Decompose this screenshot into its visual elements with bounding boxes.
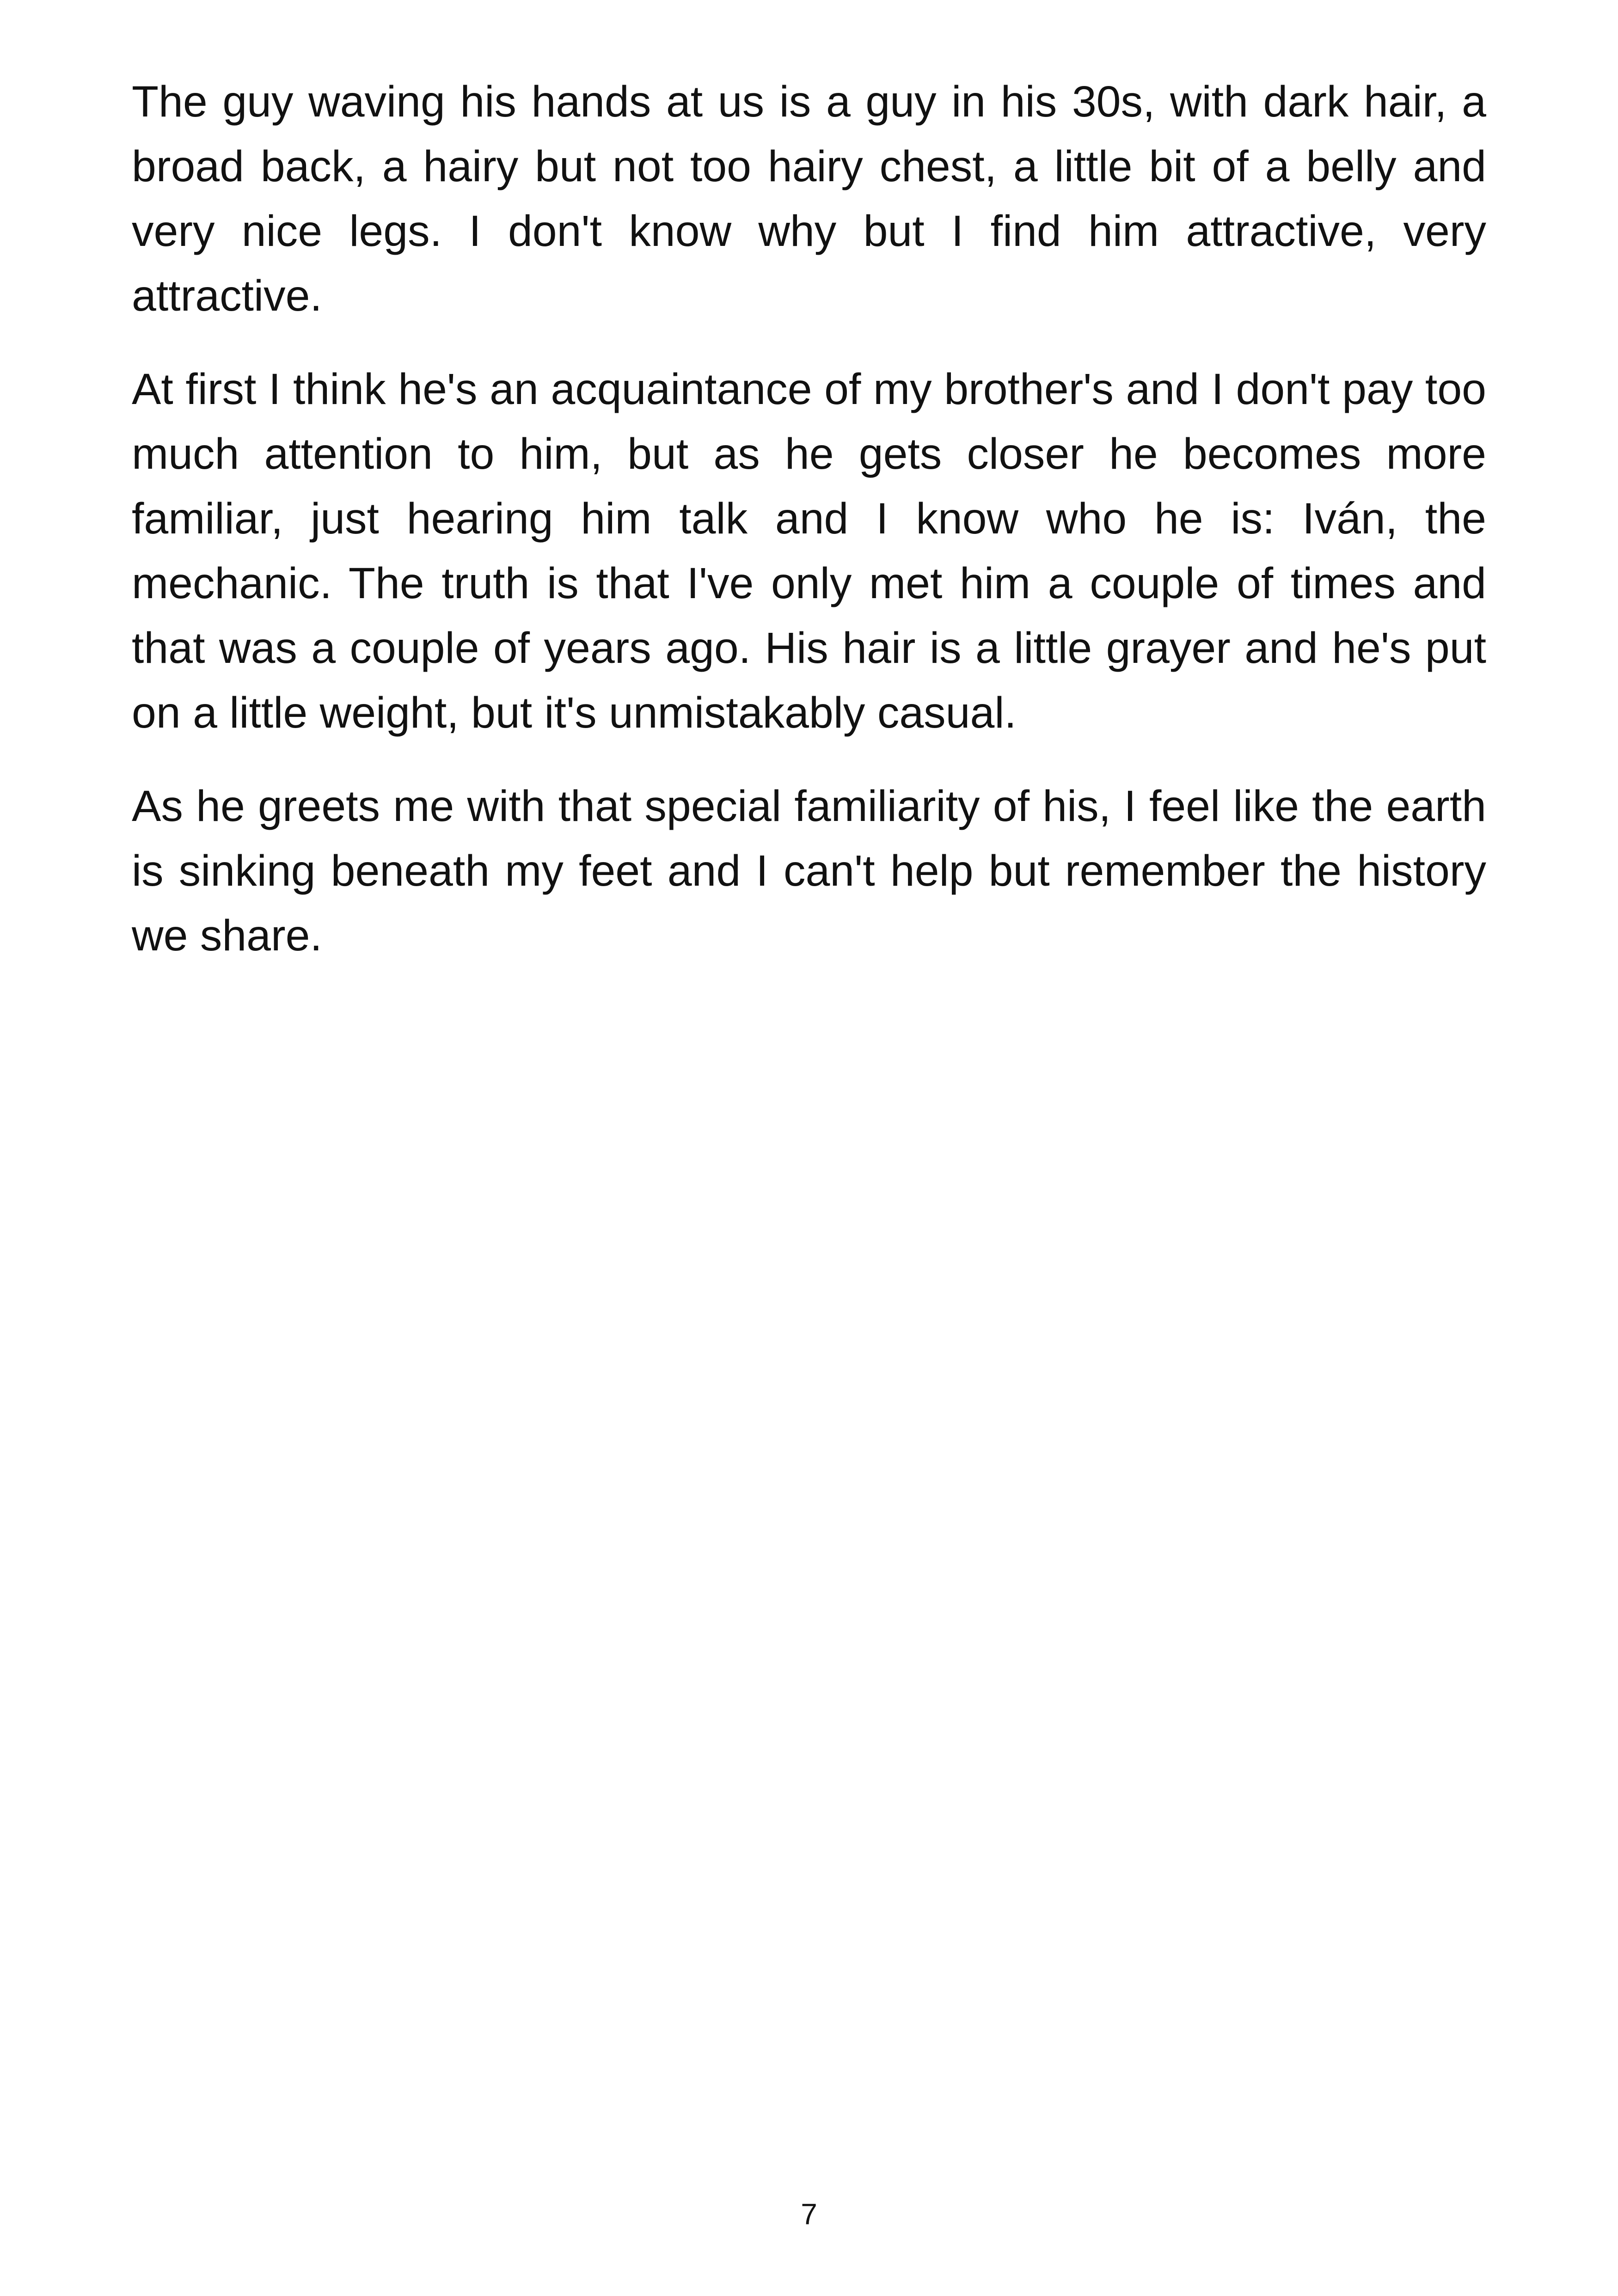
body-text (132, 69, 1486, 997)
page-number: 7 (801, 2198, 817, 2231)
paragraph-1: The guy waving his hands at us is a guy in his 30s, with dark hair, a broad back, a hairy but not too hairy chest, a little bit of a belly and very nice legs. I don't know why but I find him attractive, very attractive. (132, 77, 1486, 320)
paragraph-3: As he greets me with that special familiarity of his, I feel like the earth is sinking beneath my feet and I can't help but remember the history we share. (132, 782, 1486, 960)
paragraph-2: At first I think he's an acquaintance of my brother's and I don't pay too much attention to him, but as he gets closer he becomes more familiar, just hearing him talk and I know who he is: Iván, the mechanic. The truth is that I've only met him a couple of times and that was a couple of years ago. His hair is a little grayer and he's put on a little weight, but it's unmistakably casual. (132, 365, 1486, 737)
